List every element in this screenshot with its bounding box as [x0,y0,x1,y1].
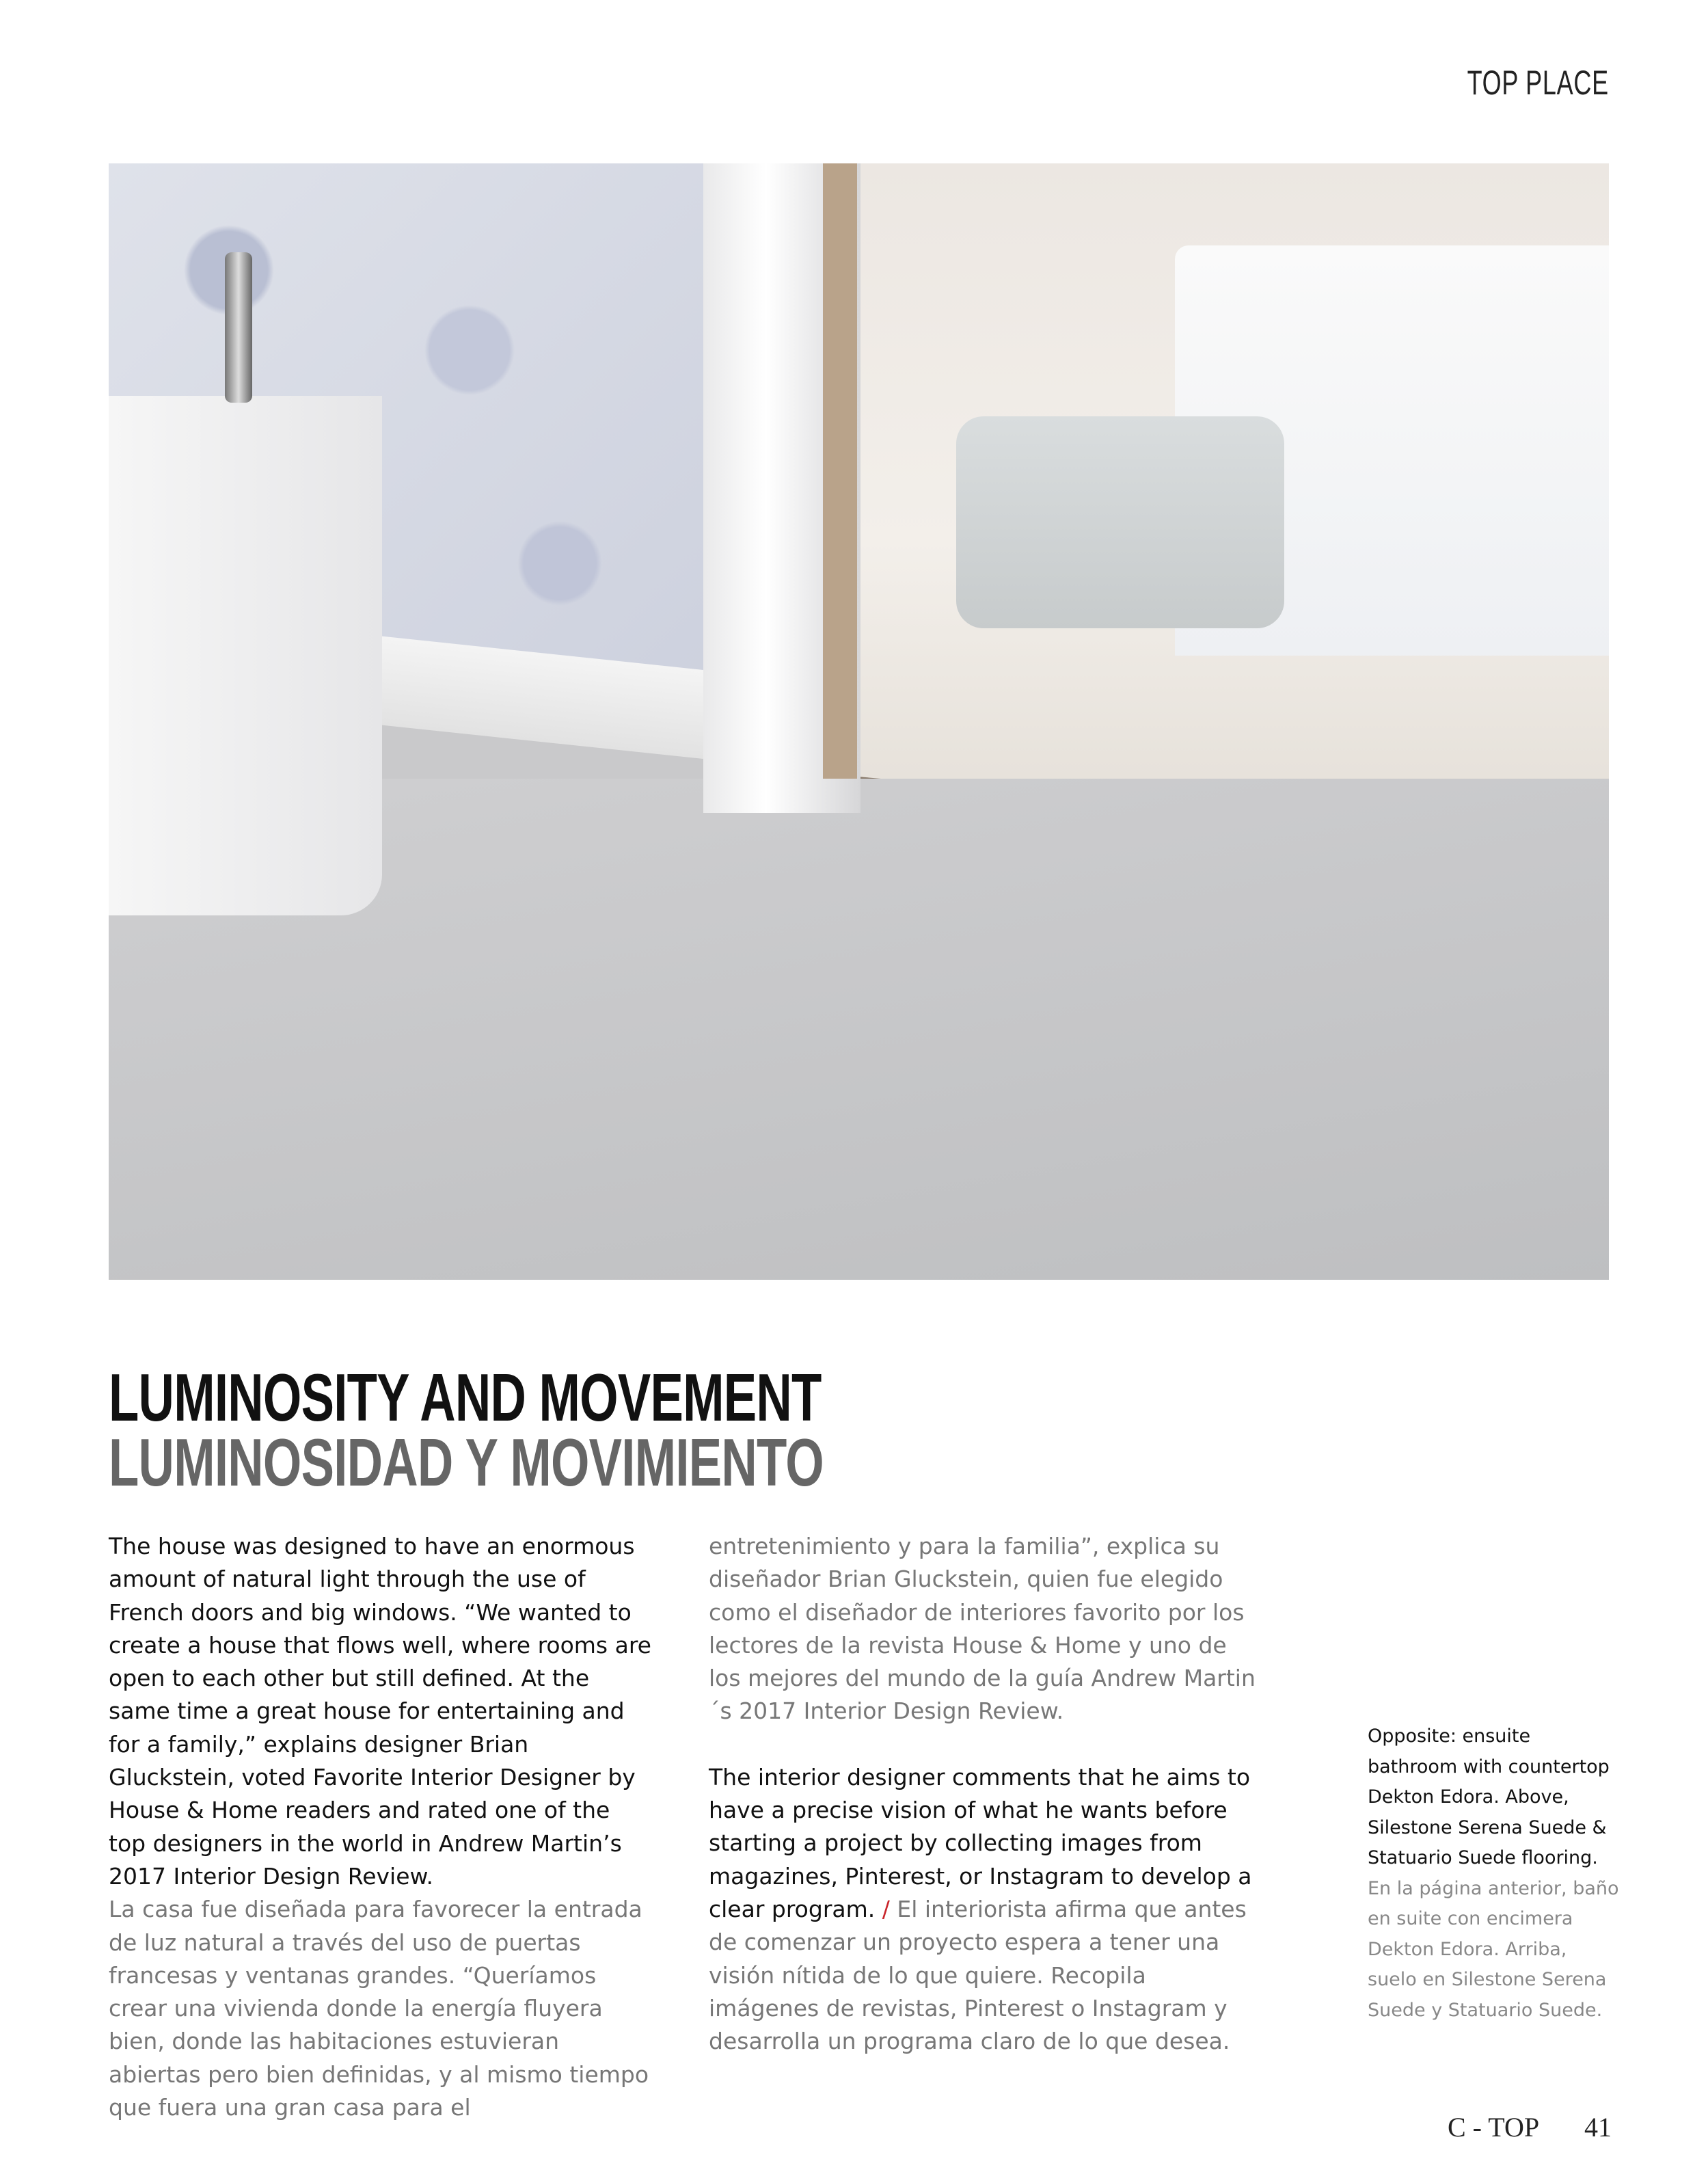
caption-es: En la página anterior, baño en suite con encimera Dekton Edora. Arriba, suelo en Silestone Serena Suede y Statuario Suede. [1368,1877,1619,2021]
page-number: 41 [1584,2112,1612,2143]
body-column-2 [709,1530,1256,2058]
faucet [225,252,252,403]
photo-caption [1368,1721,1621,2026]
section-label: TOP PLACE [1467,64,1609,102]
body-en-2 [709,1761,1256,2058]
caption-en: Opposite: ensuite bathroom with countertop Dekton Edora. Above, Silestone Serena Suede & Statuario Suede flooring. [1368,1726,1610,1868]
door-edge [823,163,857,779]
body-column-1 [109,1530,652,2124]
body-es-continued: entretenimiento y para la familia”, explica su diseñador Brian Gluckstein, quien fue elegido como el diseñador de interiores favorito por los lectores de la revista House & Home y uno de los mejores del mundo de la guía Andrew Martin´s 2017 Interior Design Review. [709,1533,1256,1725]
heading-spanish: LUMINOSIDAD Y MOVIMIENTO [109,1425,824,1500]
body-es: La casa fue diseñada para favorecer la entrada de luz natural a través del uso de puertas francesas y ventanas grandes. “Queríamos crear una vivienda donde la energía fluyera bien, donde las habitaciones estuvieran abiertas pero bien definidas, y al mismo tiempo que fuera una gran casa para el [109,1896,649,2121]
magazine-name: C - TOP [1448,2112,1540,2143]
language-separator: / [882,1895,890,1922]
body-en-text: The interior designer comments that he aims to have a precise vision of what he wants before starting a project by collecting images from magazines, Pinterest, or Instagram to develop a clear program. [709,1763,1252,1922]
interior-photo [109,163,1609,1280]
ottoman [956,416,1284,628]
heading-english: LUMINOSITY AND MOVEMENT [109,1360,822,1435]
body-es-2: El interiorista afirma que antes de comenzar un proyecto espera a tener una visión nítida de lo que quiere. Recopila imágenes de revistas, Pinterest o Instagram y desarrolla un programa claro de lo que desea. [709,1895,1247,2055]
body-en: The house was designed to have an enormous amount of natural light through the use of French doors and big windows. “We wanted to create a house that flows well, where rooms are open to each other but still defined. At the same time a great house for entertaining and for a family,” explains designer Brian Gluckstein, voted Favorite Interior Designer by House & Home readers and rated one of the top designers in the world in Andrew Martin’s 2017 Interior Design Review. [109,1533,651,1890]
bathtub [109,396,382,915]
